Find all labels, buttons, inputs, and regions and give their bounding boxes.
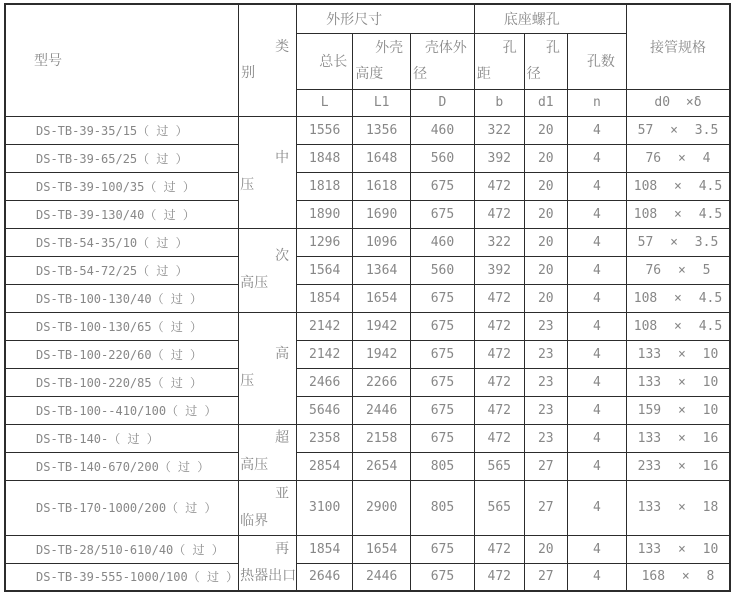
data-cell-L1: 2266 bbox=[353, 368, 411, 396]
data-cell-d1: 20 bbox=[524, 228, 567, 256]
symbol-D: D bbox=[411, 89, 475, 116]
data-cell-d1: 20 bbox=[524, 256, 567, 284]
hole-dia-line2: 径 bbox=[526, 66, 541, 82]
table-row bbox=[5, 172, 730, 200]
data-cell-L1: 1356 bbox=[353, 116, 411, 144]
data-cell-L: 1854 bbox=[297, 535, 353, 563]
data-cell-L: 1564 bbox=[297, 256, 353, 284]
data-cell-n: 4 bbox=[567, 284, 626, 312]
data-cell-L: 3100 bbox=[297, 480, 353, 535]
pipe-spec-cell: 168 × 8 bbox=[626, 563, 730, 591]
shell-height-line1: 外壳 bbox=[375, 40, 404, 56]
base-holes-group-header: 底座螺孔 bbox=[474, 4, 626, 33]
data-cell-d1: 23 bbox=[524, 424, 567, 452]
category-line2: 临界 bbox=[240, 512, 269, 529]
category-cell bbox=[239, 312, 297, 424]
data-cell-d1: 27 bbox=[524, 480, 567, 535]
table-row bbox=[5, 563, 730, 591]
model-cell: DS-TB-28/510-610/40（ 过 ） bbox=[5, 535, 239, 563]
hole-count-header: 孔数 bbox=[567, 33, 626, 89]
table-row bbox=[5, 424, 730, 452]
table-row bbox=[5, 340, 730, 368]
model-cell: DS-TB-100-130/65（ 过 ） bbox=[5, 312, 239, 340]
data-cell-b: 472 bbox=[474, 563, 524, 591]
category-line1: 次 bbox=[275, 248, 290, 264]
model-cell: DS-TB-54-72/25（ 过 ） bbox=[5, 256, 239, 284]
hole-pitch-header bbox=[474, 33, 524, 89]
pipe-spec-cell: 57 × 3.5 bbox=[626, 228, 730, 256]
pipe-spec-cell: 108 × 4.5 bbox=[626, 284, 730, 312]
data-cell-L: 2466 bbox=[297, 368, 353, 396]
table-row bbox=[5, 396, 730, 424]
category-cell bbox=[239, 116, 297, 228]
data-cell-n: 4 bbox=[567, 256, 626, 284]
shell-height-header bbox=[353, 33, 411, 89]
model-cell: DS-TB-100-220/60（ 过 ） bbox=[5, 340, 239, 368]
data-cell-b: 565 bbox=[474, 480, 524, 535]
data-cell-D: 560 bbox=[411, 144, 475, 172]
hole-pitch-line2: 距 bbox=[476, 66, 491, 82]
data-cell-D: 675 bbox=[411, 312, 475, 340]
data-cell-D: 675 bbox=[411, 284, 475, 312]
data-cell-D: 675 bbox=[411, 563, 475, 591]
data-cell-L1: 1364 bbox=[353, 256, 411, 284]
data-cell-L1: 1096 bbox=[353, 228, 411, 256]
pipe-spec-cell: 108 × 4.5 bbox=[626, 172, 730, 200]
data-cell-L1: 1654 bbox=[353, 535, 411, 563]
data-cell-d1: 20 bbox=[524, 172, 567, 200]
category-line2: 压 bbox=[240, 177, 255, 193]
data-cell-n: 4 bbox=[567, 340, 626, 368]
data-cell-L: 1848 bbox=[297, 144, 353, 172]
data-cell-b: 565 bbox=[474, 452, 524, 480]
data-cell-L: 5646 bbox=[297, 396, 353, 424]
data-cell-b: 472 bbox=[474, 535, 524, 563]
data-cell-L1: 2654 bbox=[353, 452, 411, 480]
data-cell-d1: 20 bbox=[524, 284, 567, 312]
pipe-spec-cell: 159 × 10 bbox=[626, 396, 730, 424]
data-cell-d1: 27 bbox=[524, 452, 567, 480]
shell-od-line1: 壳体外 bbox=[424, 40, 467, 56]
hole-pitch-line1: 孔 bbox=[502, 40, 517, 56]
model-cell: DS-TB-39-130/40（ 过 ） bbox=[5, 200, 239, 228]
data-cell-L1: 1942 bbox=[353, 340, 411, 368]
data-cell-L1: 2158 bbox=[353, 424, 411, 452]
data-cell-L1: 1648 bbox=[353, 144, 411, 172]
table-body bbox=[5, 116, 730, 591]
data-cell-d1: 27 bbox=[524, 563, 567, 591]
pipe-spec-cell: 133 × 18 bbox=[626, 480, 730, 535]
data-cell-D: 675 bbox=[411, 368, 475, 396]
symbol-d1: d1 bbox=[524, 89, 567, 116]
data-cell-L1: 1654 bbox=[353, 284, 411, 312]
data-cell-d1: 20 bbox=[524, 144, 567, 172]
data-cell-L1: 2900 bbox=[353, 480, 411, 535]
data-cell-b: 392 bbox=[474, 144, 524, 172]
shell-od-header bbox=[411, 33, 475, 89]
data-cell-b: 472 bbox=[474, 200, 524, 228]
shell-height-line2: 高度 bbox=[355, 66, 384, 82]
pipe-spec-cell: 233 × 16 bbox=[626, 452, 730, 480]
data-cell-L: 2854 bbox=[297, 452, 353, 480]
model-cell: DS-TB-140-670/200（ 过 ） bbox=[5, 452, 239, 480]
data-cell-b: 472 bbox=[474, 368, 524, 396]
total-length-header: 总长 bbox=[297, 33, 353, 89]
hole-dia-header bbox=[524, 33, 567, 89]
symbol-n: n bbox=[567, 89, 626, 116]
data-cell-d1: 20 bbox=[524, 200, 567, 228]
category-cell bbox=[239, 535, 297, 591]
table-row bbox=[5, 144, 730, 172]
data-cell-D: 675 bbox=[411, 200, 475, 228]
symbol-L: L bbox=[297, 89, 353, 116]
category-line1: 高 bbox=[275, 346, 290, 362]
pipe-spec-cell: 76 × 4 bbox=[626, 144, 730, 172]
data-cell-L: 2646 bbox=[297, 563, 353, 591]
data-cell-D: 675 bbox=[411, 340, 475, 368]
table-row bbox=[5, 116, 730, 144]
data-cell-n: 4 bbox=[567, 396, 626, 424]
category-cell bbox=[239, 424, 297, 480]
data-cell-D: 560 bbox=[411, 256, 475, 284]
data-cell-L1: 1618 bbox=[353, 172, 411, 200]
symbol-L1: L1 bbox=[353, 89, 411, 116]
data-cell-L: 1556 bbox=[297, 116, 353, 144]
data-cell-d1: 20 bbox=[524, 116, 567, 144]
dimensions-group-header: 外形尺寸 bbox=[297, 4, 475, 33]
model-cell: DS-TB-100-220/85（ 过 ） bbox=[5, 368, 239, 396]
data-cell-D: 675 bbox=[411, 535, 475, 563]
table-row bbox=[5, 200, 730, 228]
data-cell-n: 4 bbox=[567, 228, 626, 256]
data-cell-d1: 20 bbox=[524, 535, 567, 563]
model-cell: DS-TB-100-130/40（ 过 ） bbox=[5, 284, 239, 312]
pipe-spec-cell: 133 × 10 bbox=[626, 368, 730, 396]
table-row bbox=[5, 284, 730, 312]
pipe-spec-cell: 133 × 10 bbox=[626, 535, 730, 563]
data-cell-n: 4 bbox=[567, 144, 626, 172]
table-header bbox=[5, 4, 730, 116]
data-cell-L: 1854 bbox=[297, 284, 353, 312]
data-cell-d1: 23 bbox=[524, 312, 567, 340]
category-header-line1: 类 bbox=[275, 39, 290, 56]
pipe-spec-cell: 133 × 16 bbox=[626, 424, 730, 452]
data-cell-b: 472 bbox=[474, 312, 524, 340]
data-cell-L: 1890 bbox=[297, 200, 353, 228]
category-header-line2: 别 bbox=[241, 65, 256, 82]
pipe-spec-header: 接管规格 bbox=[626, 4, 730, 89]
pipe-spec-cell: 76 × 5 bbox=[626, 256, 730, 284]
category-line2: 高压 bbox=[240, 275, 269, 291]
data-cell-b: 392 bbox=[474, 256, 524, 284]
pipe-spec-cell: 108 × 4.5 bbox=[626, 312, 730, 340]
data-cell-d1: 23 bbox=[524, 368, 567, 396]
data-cell-n: 4 bbox=[567, 200, 626, 228]
data-cell-L: 1818 bbox=[297, 172, 353, 200]
table-row bbox=[5, 312, 730, 340]
data-cell-n: 4 bbox=[567, 368, 626, 396]
data-cell-n: 4 bbox=[567, 172, 626, 200]
table-row bbox=[5, 535, 730, 563]
model-cell: DS-TB-54-35/10（ 过 ） bbox=[5, 228, 239, 256]
data-cell-n: 4 bbox=[567, 424, 626, 452]
data-cell-n: 4 bbox=[567, 480, 626, 535]
category-line1: 亚 bbox=[275, 485, 290, 502]
model-cell: DS-TB-39-35/15（ 过 ） bbox=[5, 116, 239, 144]
data-cell-L: 1296 bbox=[297, 228, 353, 256]
data-cell-D: 460 bbox=[411, 116, 475, 144]
category-line2: 热器出口 bbox=[240, 567, 297, 584]
data-cell-b: 322 bbox=[474, 116, 524, 144]
model-cell: DS-TB-39-65/25（ 过 ） bbox=[5, 144, 239, 172]
category-line1: 再 bbox=[275, 540, 290, 557]
category-cell bbox=[239, 228, 297, 312]
hole-dia-line1: 孔 bbox=[545, 40, 560, 56]
category-line2: 高压 bbox=[240, 457, 269, 473]
model-cell: DS-TB-39-555-1000/100（ 过 ） bbox=[5, 563, 239, 591]
pipe-spec-cell: 108 × 4.5 bbox=[626, 200, 730, 228]
data-cell-n: 4 bbox=[567, 452, 626, 480]
model-column-header: 型号 bbox=[5, 4, 239, 116]
model-cell: DS-TB-170-1000/200（ 过 ） bbox=[5, 480, 239, 535]
data-cell-L1: 1690 bbox=[353, 200, 411, 228]
data-cell-L1: 2446 bbox=[353, 563, 411, 591]
data-cell-L1: 1942 bbox=[353, 312, 411, 340]
header-row-groups bbox=[5, 4, 730, 33]
pipe-spec-cell: 57 × 3.5 bbox=[626, 116, 730, 144]
category-line2: 压 bbox=[240, 373, 255, 389]
data-cell-b: 472 bbox=[474, 424, 524, 452]
spec-table bbox=[4, 3, 731, 592]
data-cell-d1: 23 bbox=[524, 396, 567, 424]
data-cell-L: 2142 bbox=[297, 312, 353, 340]
data-cell-D: 460 bbox=[411, 228, 475, 256]
shell-od-line2: 径 bbox=[413, 66, 428, 82]
data-cell-n: 4 bbox=[567, 116, 626, 144]
data-cell-n: 4 bbox=[567, 535, 626, 563]
table-row bbox=[5, 228, 730, 256]
data-cell-n: 4 bbox=[567, 312, 626, 340]
model-cell: DS-TB-100--410/100（ 过 ） bbox=[5, 396, 239, 424]
data-cell-L: 2358 bbox=[297, 424, 353, 452]
data-cell-n: 4 bbox=[567, 563, 626, 591]
data-cell-D: 805 bbox=[411, 480, 475, 535]
data-cell-b: 322 bbox=[474, 228, 524, 256]
data-cell-b: 472 bbox=[474, 172, 524, 200]
symbol-pipe-spec: d0 ×δ bbox=[626, 89, 730, 116]
table-row bbox=[5, 452, 730, 480]
category-column-header bbox=[239, 4, 297, 116]
table-row bbox=[5, 256, 730, 284]
data-cell-D: 675 bbox=[411, 172, 475, 200]
table-row bbox=[5, 368, 730, 396]
data-cell-b: 472 bbox=[474, 396, 524, 424]
category-cell bbox=[239, 480, 297, 535]
data-cell-L: 2142 bbox=[297, 340, 353, 368]
category-line1: 超 bbox=[275, 430, 290, 446]
data-cell-L1: 2446 bbox=[353, 396, 411, 424]
model-cell: DS-TB-140-（ 过 ） bbox=[5, 424, 239, 452]
model-cell: DS-TB-39-100/35（ 过 ） bbox=[5, 172, 239, 200]
data-cell-b: 472 bbox=[474, 340, 524, 368]
data-cell-D: 675 bbox=[411, 424, 475, 452]
data-cell-D: 805 bbox=[411, 452, 475, 480]
pipe-spec-cell: 133 × 10 bbox=[626, 340, 730, 368]
symbol-b: b bbox=[474, 89, 524, 116]
category-line1: 中 bbox=[275, 150, 290, 166]
data-cell-b: 472 bbox=[474, 284, 524, 312]
data-cell-d1: 23 bbox=[524, 340, 567, 368]
data-cell-D: 675 bbox=[411, 396, 475, 424]
table-row bbox=[5, 480, 730, 535]
